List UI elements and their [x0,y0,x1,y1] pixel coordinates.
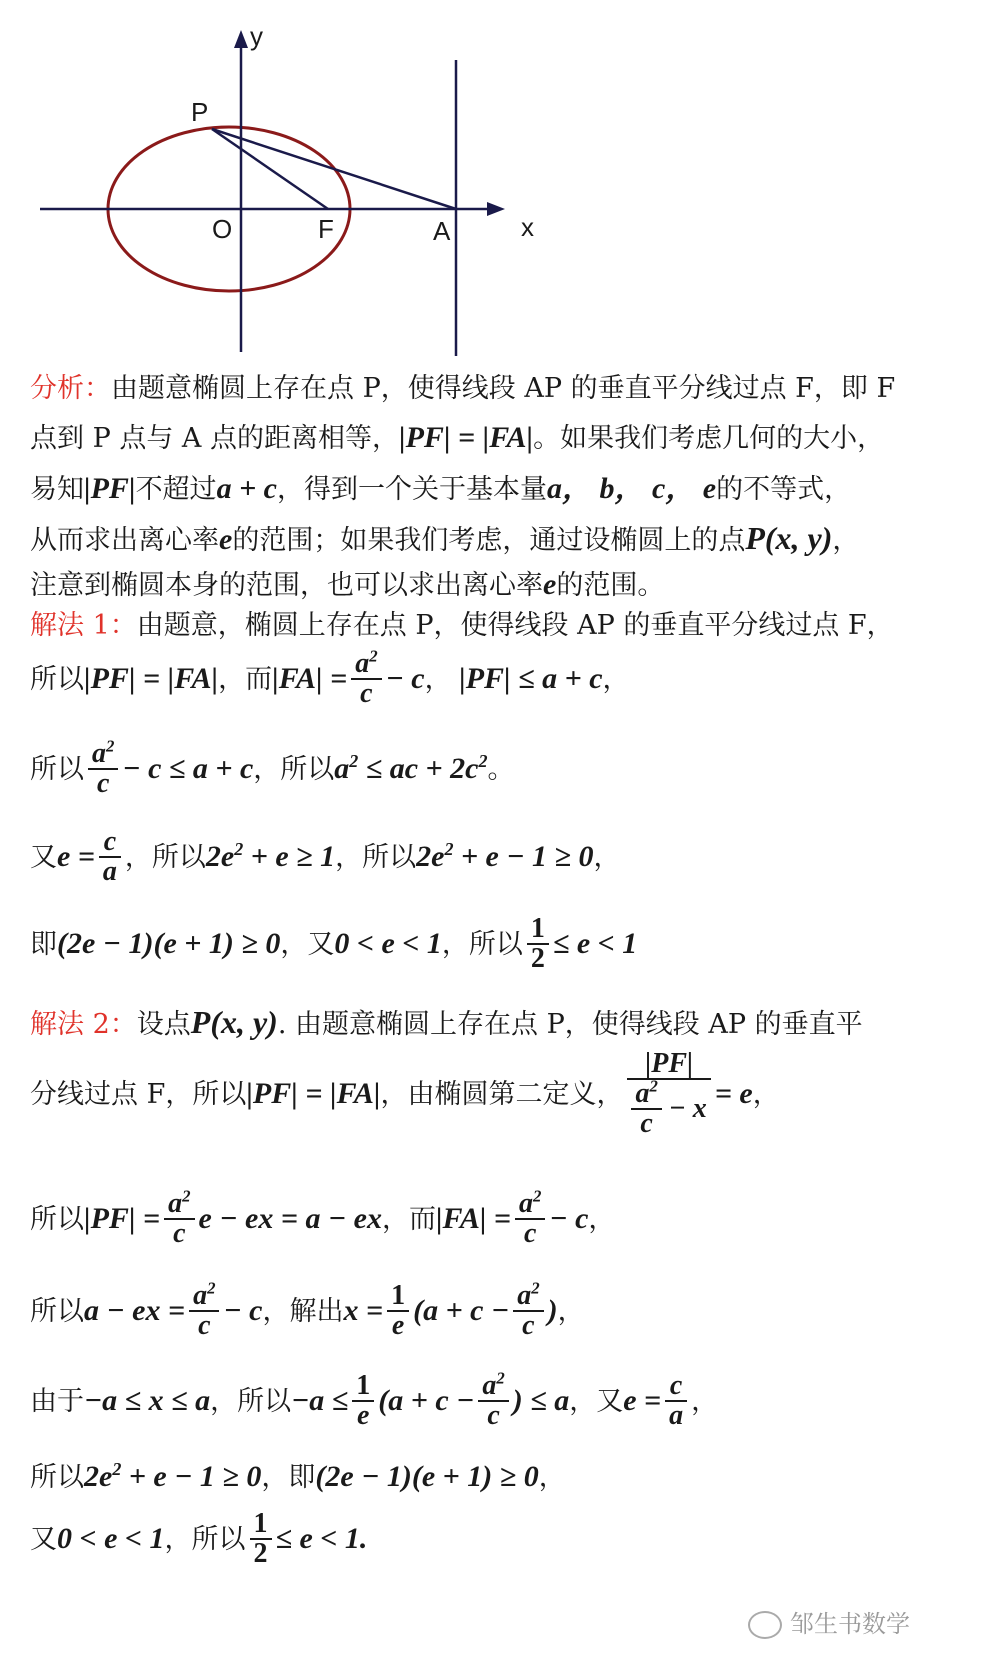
wechat-icon [748,1611,782,1639]
sol2-line-7: 又 0 < e < 1 ，所以 $\frac{1}{2}$ ≤ e < 1. [30,1508,368,1569]
formula-pf-eq-fa: |PF| = |FA| [399,421,534,454]
label-y: y [250,21,263,51]
label-F: F [318,214,334,244]
analysis-line-5: 注意到椭圆本身的范围，也可以求出离心率e的范围。 [30,568,665,601]
sol2-line-2: 分线过点 F，所以 |PF| = |FA| ，由椭圆第二定义， |PF| $\frac{a^2}{c}$ − x = e ， [30,1048,780,1139]
sol1-line-5: 即 (2e − 1)(e + 1) ≥ 0 ，又 0 < e < 1 ，所以 $\frac{1}{2}$ ≤ e < 1 [30,913,638,974]
analysis-line-1: 分析：由题意椭圆上存在点 P，使得线段 AP 的垂直平分线过点 F，即 F [30,373,896,404]
analysis-label: 分析： [30,373,111,404]
segment-PF [212,129,328,209]
sol2-line-3: 所以 |PF| = $\frac{a^2}{c}$ e − ex = a − ex ，而 |FA| = $\frac{a^2}{c}$ − c ， [30,1186,616,1249]
analysis-line-2: 点到 P 点与 A 点的距离相等，|PF| = |FA|。如果我们考虑几何的大小， [30,421,885,454]
y-axis-arrow [234,30,248,48]
sol2-line-5: 由于 −a ≤ x ≤ a ，所以 −a ≤ $\frac{1}{e}$ (a + c − $\frac{a^2}{c}$ ) ≤ a ，又 e = $\frac{c}{a}$ ， [30,1368,719,1431]
sol2-line-6: 所以$2e^2 + e - 1 \ge 0$，即(2e − 1)(e + 1) ≥ 0， [30,1459,566,1493]
sol1-line-1: 解法 1：由题意，椭圆上存在点 P，使得线段 AP 的垂直平分线过点 F， [30,610,894,641]
ellipse-diagram [0,0,995,360]
sol1-line-2: 所以 |PF| = |FA| ，而 |FA| = $\frac{a^2}{c}$ − c ， |PF| ≤ a + c ， [30,646,630,709]
label-x: x [521,212,534,242]
analysis-line-4: 从而求出离心率e的范围；如果我们考虑，通过设椭圆上的点P(x, y)， [30,520,860,556]
sol1-line-4: 又 e = $\frac{c}{a}$ ，所以 $2e^2 + e \ge 1$ ，所以 $2e^2 + e - 1 \ge 0$ ， [30,826,621,887]
sol2-label: 解法 2： [30,1009,137,1040]
sol2-line-1: 解法 2：设点P(x, y). 由题意椭圆上存在点 P，使得线段 AP 的垂直平 [30,1004,863,1040]
segment-PA [212,129,456,209]
watermark: 邹生书数学 [748,1604,910,1639]
label-A: A [433,216,451,246]
sol1-label: 解法 1： [30,610,137,641]
sol1-line-3: 所以 $\frac{a^2}{c}$ − c ≤ a + c ，所以 $a^2$ ≤ ac + $2c^2$ 。 [30,736,515,799]
label-O: O [212,214,233,244]
x-axis-arrow [487,202,505,216]
sol2-line-4: 所以 a − ex = $\frac{a^2}{c}$ − c ，解出 x = $\frac{1}{e}$ (a + c − $\frac{a^2}{c}$ ) ， [30,1278,585,1341]
analysis-line-3: 易知|PF|不超过a + c，得到一个关于基本量a， b， c， e的不等式， [30,472,852,505]
label-P: P [191,97,209,127]
